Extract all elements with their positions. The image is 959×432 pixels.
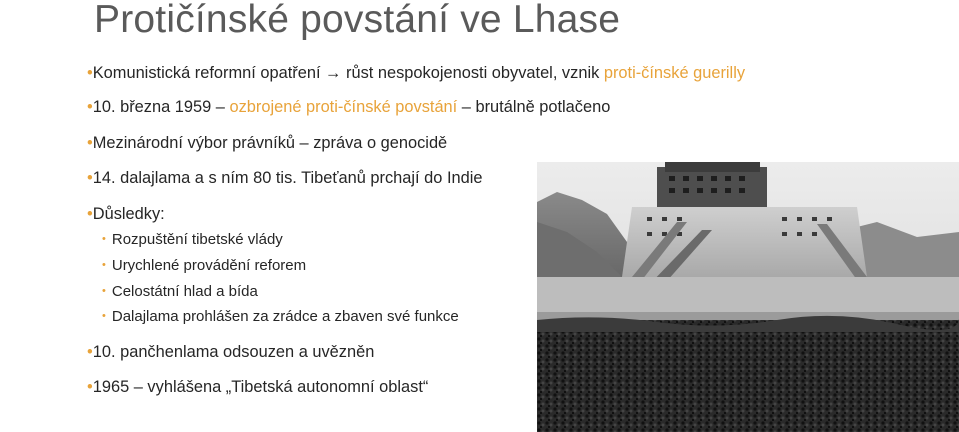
subbullet-item <box>102 231 283 248</box>
bullet-text: Mezinárodní výbor právníků – zpráva o genocidě <box>92 134 448 152</box>
potala-crowd-photo <box>537 162 959 432</box>
bullet-consequences <box>87 205 165 224</box>
subbullet-text: Urychlené provádění reforem <box>111 257 307 274</box>
bullet-text: 10. pančhenlama odsouzen a uvězněn <box>92 343 375 361</box>
subbullet-text: Rozpuštění tibetské vlády <box>111 231 283 248</box>
subbullet-text: Celostátní hlad a bída <box>111 283 258 300</box>
subbullet-item <box>102 308 459 325</box>
subbullet-dot: • <box>102 259 106 271</box>
bullet-uprising <box>87 98 610 117</box>
bullet-text: 10. března 1959 – <box>92 98 230 116</box>
bullet-text: – brutálně potlačeno <box>457 98 611 116</box>
bullet-dot: • <box>87 378 93 396</box>
bullet-accent-text: proti-čínské guerilly <box>603 64 746 82</box>
slide-title: Protičínské povstání ve Lhase <box>94 0 621 41</box>
bullet-text: 1965 – vyhlášena „Tibetská autonomní oblast“ <box>92 378 429 396</box>
subbullet-dot: • <box>102 233 106 245</box>
bullet-panchen-lama <box>87 343 374 362</box>
bullet-dalai-lama <box>87 169 482 188</box>
bullet-dot: • <box>87 343 93 361</box>
subbullet-item <box>102 257 306 274</box>
bullet-accent-text: ozbrojené proti-čínské povstání <box>229 98 458 116</box>
bullet-text: Komunistická reformní opatření → růst nespokojenosti obyvatel, vznik <box>92 64 604 82</box>
bullet-text: 14. dalajlama a s ním 80 tis. Tibeťanů prchají do Indie <box>92 169 483 187</box>
bullet-dot: • <box>87 64 93 82</box>
subbullet-text: Dalajlama prohlášen za zrádce a zbaven své funkce <box>111 308 459 325</box>
subbullet-dot: • <box>102 285 106 297</box>
bullet-dot: • <box>87 169 93 187</box>
bullet-reforms <box>87 64 745 83</box>
subbullet-dot: • <box>102 310 106 322</box>
bullet-text: Důsledky: <box>92 205 165 223</box>
bullet-autonomous-region <box>87 378 428 397</box>
bullet-dot: • <box>87 205 93 223</box>
subbullet-item <box>102 283 258 300</box>
bullet-dot: • <box>87 98 93 116</box>
bullet-dot: • <box>87 134 93 152</box>
bullet-jurists <box>87 134 447 153</box>
photo-illustration <box>537 162 959 432</box>
